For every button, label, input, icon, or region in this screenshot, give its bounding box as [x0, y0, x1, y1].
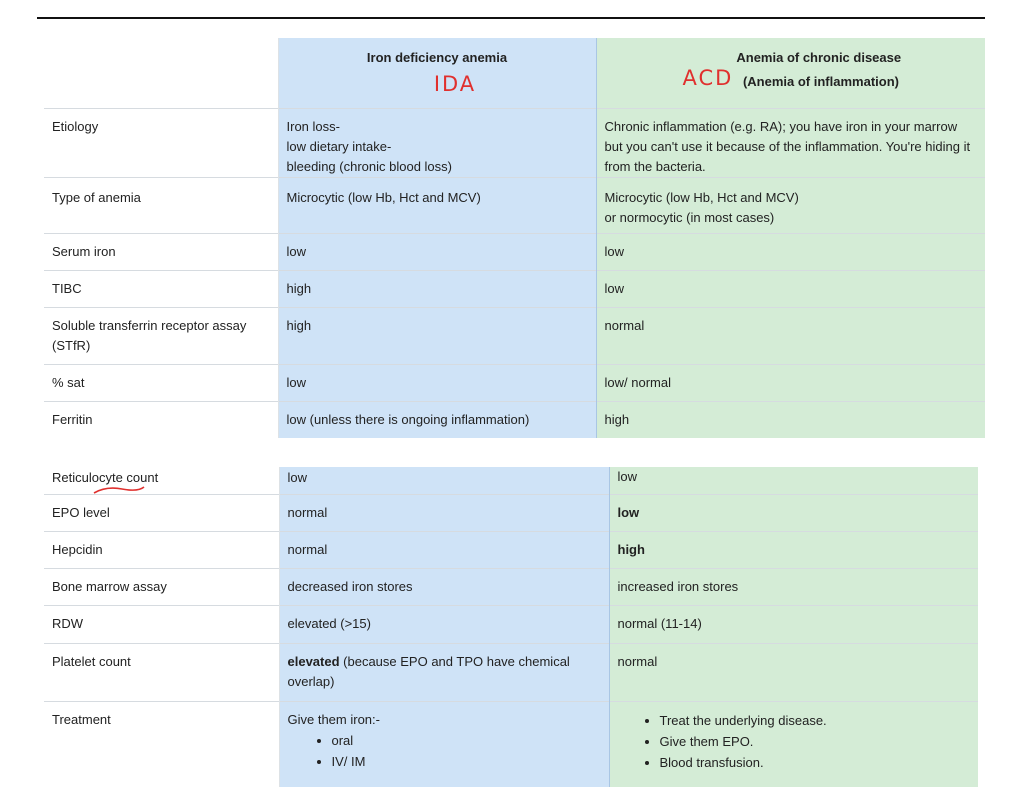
ida-value: low (unless there is ongoing inflammation)	[286, 411, 530, 427]
table-row	[44, 233, 985, 270]
table-row	[44, 643, 978, 701]
row-label: EPO level	[52, 504, 110, 520]
list-item: • Treat the underlying disease.	[660, 710, 971, 731]
ida-value: decreased iron stores	[287, 578, 413, 594]
row-label: Etiology	[52, 118, 99, 134]
table-row	[44, 467, 978, 494]
ida-value: Iron loss- low dietary intake- bleeding (chronic blood loss)	[286, 118, 452, 174]
row-label: RDW	[52, 615, 84, 631]
acd-value: normal (11-14)	[617, 615, 702, 631]
acd-value: low/ normal	[604, 374, 671, 390]
ida-value: low	[287, 470, 308, 485]
row-label: Bone marrow assay	[52, 578, 167, 594]
ida-treatment-list	[288, 730, 601, 772]
list-item: • Give them EPO.	[660, 731, 971, 752]
ida-value: low	[286, 243, 307, 259]
table-row	[44, 364, 985, 401]
acd-subtitle: (Anemia of inflammation)	[742, 73, 899, 89]
table-row	[44, 701, 978, 787]
table-row	[44, 307, 985, 364]
acd-value: low	[604, 243, 625, 259]
ida-treatment-intro: Give them iron:-	[287, 711, 380, 727]
table-row	[44, 568, 978, 605]
table-row	[44, 270, 985, 307]
table-row	[44, 531, 978, 568]
table-row	[44, 177, 985, 233]
ida-value: Microcytic (low Hb, Hct and MCV)	[286, 189, 481, 205]
row-label: TIBC	[52, 280, 82, 296]
table-row	[44, 605, 978, 643]
comparison-table-bottom	[44, 467, 978, 787]
header-empty-cell	[44, 38, 278, 108]
table-row	[44, 401, 985, 438]
list-item: • IV/ IM	[332, 751, 601, 772]
table-row	[44, 494, 978, 531]
acd-value: normal	[604, 317, 645, 333]
acd-value: increased iron stores	[617, 578, 739, 594]
ida-value-emphasis: elevated	[287, 653, 340, 669]
acd-value: high	[604, 411, 630, 427]
header-ida	[278, 38, 596, 108]
top-rule	[37, 17, 985, 19]
row-label: Ferritin	[52, 411, 93, 427]
ida-value: low	[286, 374, 307, 390]
ida-value: high	[286, 280, 312, 296]
row-label: Soluble transferrin receptor assay (STfR)	[52, 317, 247, 353]
row-label: Hepcidin	[52, 541, 103, 557]
row-label: Platelet count	[52, 653, 131, 669]
header-row	[44, 38, 985, 108]
ida-value: normal	[287, 541, 328, 557]
ida-value: high	[286, 317, 312, 333]
acd-handwritten-abbrev: ACD	[682, 66, 734, 90]
acd-title: Anemia of chronic disease	[736, 50, 902, 65]
ida-title: Iron deficiency anemia	[366, 50, 508, 65]
row-label: % sat	[52, 374, 85, 390]
acd-treatment-list	[618, 710, 971, 773]
acd-value: low	[604, 280, 625, 296]
row-label: Treatment	[52, 711, 111, 727]
handwritten-underline-mark	[92, 485, 146, 494]
table-row	[44, 108, 985, 177]
list-item: • Blood transfusion.	[660, 752, 971, 773]
acd-value: high	[617, 541, 645, 557]
acd-value: low	[617, 469, 638, 484]
acd-value: normal	[617, 653, 658, 669]
acd-value: low	[617, 504, 640, 520]
list-item: • oral	[332, 730, 601, 751]
acd-value: Chronic inflammation (e.g. RA); you have iron in your marrow but you can't use it because of the inflammation. You're hiding it from the bacteria.	[604, 118, 971, 174]
row-label: Type of anemia	[52, 189, 141, 205]
row-label: Serum iron	[52, 243, 116, 259]
header-acd	[596, 38, 985, 108]
row-label: Reticulocyte count	[52, 470, 159, 485]
comparison-table-top	[44, 38, 985, 438]
ida-value: elevated (>15)	[287, 615, 371, 631]
ida-value: (because EPO and TPO have chemical overlap)	[287, 653, 570, 689]
ida-handwritten-abbrev: IDA	[433, 72, 477, 96]
ida-value: normal	[287, 504, 328, 520]
acd-value: Microcytic (low Hb, Hct and MCV) or normocytic (in most cases)	[604, 189, 799, 225]
